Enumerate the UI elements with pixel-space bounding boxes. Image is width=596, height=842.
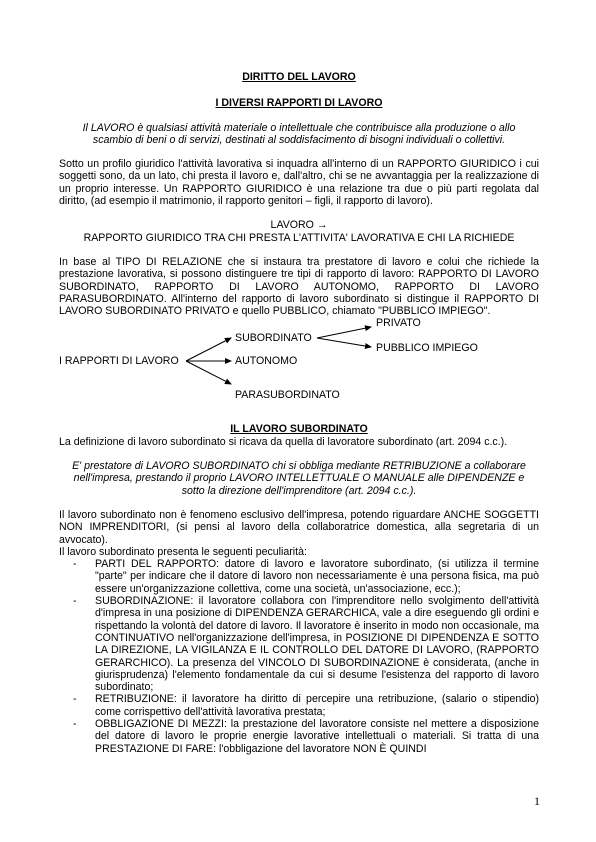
list-item: - RETRIBUZIONE: il lavoratore ha diritto di percepire una retribuzione, (salario o stipendio) come corrispettivo dell'attività lavorativa prestata; bbox=[59, 693, 539, 718]
diagram-privato-label: PRIVATO bbox=[376, 317, 421, 330]
paragraph-definition-source: La definizione di lavoro subordinato si ricava da quella di lavoratore subordinato (art. 2094 c.c.). bbox=[59, 435, 508, 448]
document-title: DIRITTO DEL LAVORO bbox=[242, 71, 356, 83]
section-subtitle: I DIVERSI RAPPORTI DI LAVORO bbox=[215, 97, 383, 110]
document-page bbox=[59, 71, 539, 755]
arrow-to-parasubordinato bbox=[186, 361, 231, 384]
paragraph-types-of-work: In base al TIPO DI RELAZIONE che si instaura tra prestatore di lavoro e colui che richiede la prestazione lavorativa, si possono distinguere tre tipi di rapporto di lavoro: RAPPORTO DI LAVORO SUBORDINATO, RAPPORTO DI LAVORO AUTONOMO, RAPPORTO DI LAVORO PARASUBORDINATO. All'interno del rapporto di lavoro subordinato si distingue il RAPPORTO DI LAVORO SUBORDINATO PRIVATO e quello PUBBLICO, chiamato "PUBBLICO IMPIEGO". bbox=[59, 255, 539, 318]
peculiarities-list bbox=[59, 558, 539, 755]
arrow-to-privato bbox=[317, 327, 371, 338]
legal-definition: E' prestatore di LAVORO SUBORDINATO chi si obbliga mediante RETRIBUZIONE a collaborare nell'impresa, prestando il proprio LAVORO INTELLETTUALE O MANUALE alle DIPENDENZE e sotto la direzione dell'imprenditore (art. 2094 c.c.). bbox=[72, 460, 526, 497]
paragraph-non-entrepreneurs: Il lavoro subordinato non è fenomeno esclusivo dell'impresa, potendo riguardare ANCHE SOGGETTI NON IMPRENDITORI, (si pensi al lavoro della collaboratrice domestica, alla segretaria di un avvocato). bbox=[59, 508, 539, 546]
section-heading-subordinato: IL LAVORO SUBORDINATO bbox=[230, 423, 368, 436]
diagram-root-label: I RAPPORTI DI LAVORO bbox=[59, 355, 179, 368]
intro-definition: Il LAVORO è qualsiasi attività materiale o intellettuale che contribuisce alla produzione o allo scambio di beni o di servizi, destinati al soddisfacimento di bisogni individuali o collettivi. bbox=[82, 121, 516, 146]
diagram-autonomo-label: AUTONOMO bbox=[235, 355, 298, 368]
arrow-to-subordinato bbox=[186, 338, 231, 361]
paragraph-legal-relation: Sotto un profilo giuridico l'attività lavorativa si inquadra all'interno di un RAPPORTO GIURIDICO i cui soggetti sono, da un lato, chi presta il lavoro e, dall'altro, chi se ne avvantaggia per la realizzazione di un proprio interesse. Un RAPPORTO GIURIDICO è una relazione tra due o più parti regolata dal diritto, (ad esempio il matrimonio, il rapporto genitori – figli, il rapporto di lavoro). bbox=[59, 158, 539, 208]
list-intro: Il lavoro subordinato presenta le seguenti peculiarità: bbox=[59, 545, 307, 558]
arrow-to-pubblico bbox=[317, 338, 371, 347]
list-item: - PARTI DEL RAPPORTO: datore di lavoro e lavoratore subordinato, (si utilizza il termine "parte" per indicare che il datore di lavoro non necessariamente è una persona fisica, ma può essere un'organizzazione collettiva, come una società, un'associazione, ecc.); bbox=[59, 558, 539, 595]
definition-line-1: LAVORO → bbox=[270, 219, 328, 232]
definition-line-2: RAPPORTO GIURIDICO TRA CHI PRESTA L'ATTIVITA' LAVORATIVA E CHI LA RICHIEDE bbox=[83, 231, 515, 244]
list-item: - SUBORDINAZIONE: il lavoratore collabora con l'imprenditore nello svolgimento dell'attività d'impresa in una posizione di DIPENDENZA GERARCHICA, vale a dire eseguendo gli ordini e rispettando la volontà del datore di lavoro. Il lavoratore è inserito in modo non occasionale, ma CONTINUATIVO nell'organizzazione dell'impresa, in POSIZIONE DI DIPENDENZA E SOTTO LA DIREZIONE, LA VIGILANZA E IL CONTROLLO DEL DATORE DI LAVORO, (RAPPORTO GERARCHICO). La presenza del VINCOLO DI SUBORDINAZIONE è considerata, (anche in giurisprudenza) l'elemento fondamentale da cui si desume l'esistenza del rapporto di lavoro subordinato; bbox=[59, 595, 539, 693]
diagram-subordinato-label: SUBORDINATO bbox=[235, 332, 312, 345]
list-item: - OBBLIGAZIONE DI MEZZI: la prestazione del lavoratore consiste nel mettere a disposizione del datore di lavoro le proprie energie lavorative intellettuali o materiali. Si tratta di una PRESTAZIONE DI FARE: l'obbligazione del lavoratore NON È QUINDI bbox=[59, 718, 539, 755]
work-types-diagram bbox=[59, 317, 539, 417]
diagram-pubblico-label: PUBBLICO IMPIEGO bbox=[376, 342, 478, 355]
diagram-parasubordinato-label: PARASUBORDINATO bbox=[235, 389, 340, 402]
page-number: 1 bbox=[534, 794, 540, 808]
